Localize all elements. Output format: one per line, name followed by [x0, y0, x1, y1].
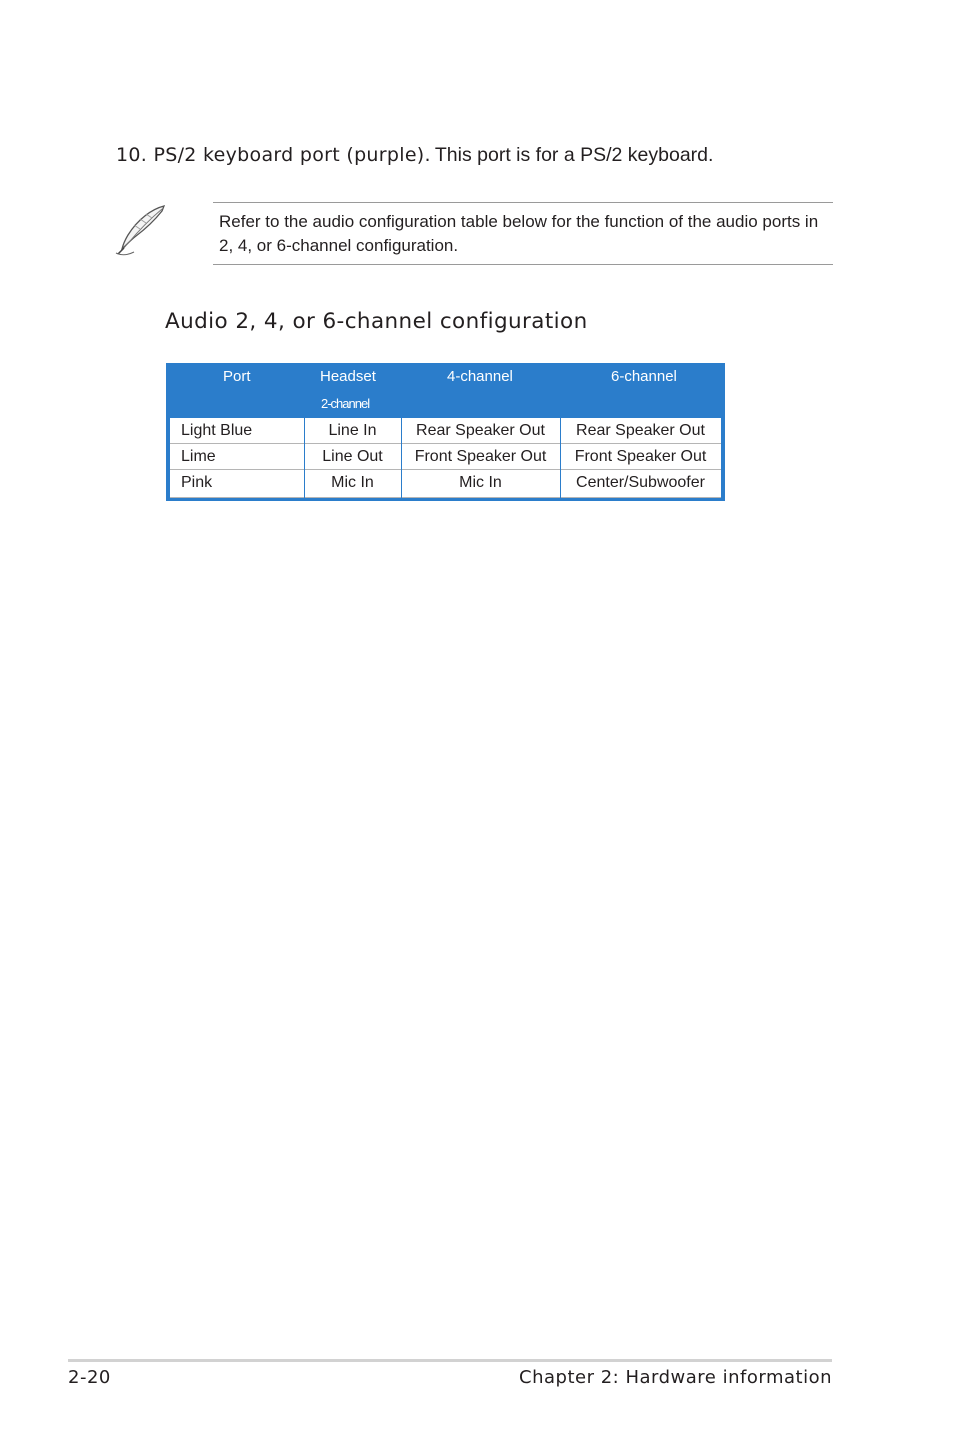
item-text: This port is for a PS/2 keyboard.	[434, 144, 714, 166]
table-row	[170, 470, 721, 498]
cell-4-channel: Rear Speaker Out	[416, 422, 545, 439]
header-4-channel: 4-channel	[447, 368, 513, 385]
cell-headset: Line In	[328, 422, 377, 439]
cell-port: Lime	[181, 448, 216, 465]
footer-rule	[68, 1359, 832, 1362]
cell-4-channel: Front Speaker Out	[414, 448, 547, 465]
cell-6-channel: Rear Speaker Out	[576, 422, 705, 439]
audio-config-table	[166, 363, 725, 501]
column-divider	[401, 418, 402, 498]
cell-headset: Line Out	[322, 448, 383, 465]
header-headset: Headset	[320, 368, 376, 385]
table-row	[170, 444, 721, 470]
column-divider	[560, 418, 561, 498]
note-quill-icon	[112, 203, 170, 257]
chapter-title: Chapter 2: Hardware information	[519, 1367, 832, 1388]
note-rule-top	[213, 202, 833, 203]
header-6-channel: 6-channel	[611, 368, 677, 385]
header-port: Port	[223, 368, 251, 385]
header-headset-sub: 2-channel	[321, 396, 370, 411]
cell-6-channel: Center/Subwoofer	[576, 474, 705, 491]
cell-4-channel: Mic In	[459, 474, 502, 491]
page-number: 2-20	[68, 1367, 111, 1388]
cell-headset: Mic In	[331, 474, 374, 491]
note-text: Refer to the audio configuration table below for the function of the audio ports in 2, 4, or 6-channel configuration.	[219, 212, 819, 255]
item-lead: 10. PS/2 keyboard port (purple).	[116, 144, 431, 166]
cell-port: Light Blue	[181, 422, 253, 439]
column-divider	[304, 418, 305, 498]
ps2-keyboard-item	[116, 144, 713, 167]
table-body	[170, 418, 721, 498]
note-rule-bottom	[213, 264, 833, 265]
table-row	[170, 418, 721, 444]
section-title: Audio 2, 4, or 6-channel configuration	[165, 309, 588, 334]
cell-port: Pink	[181, 474, 213, 491]
cell-6-channel: Front Speaker Out	[574, 448, 707, 465]
